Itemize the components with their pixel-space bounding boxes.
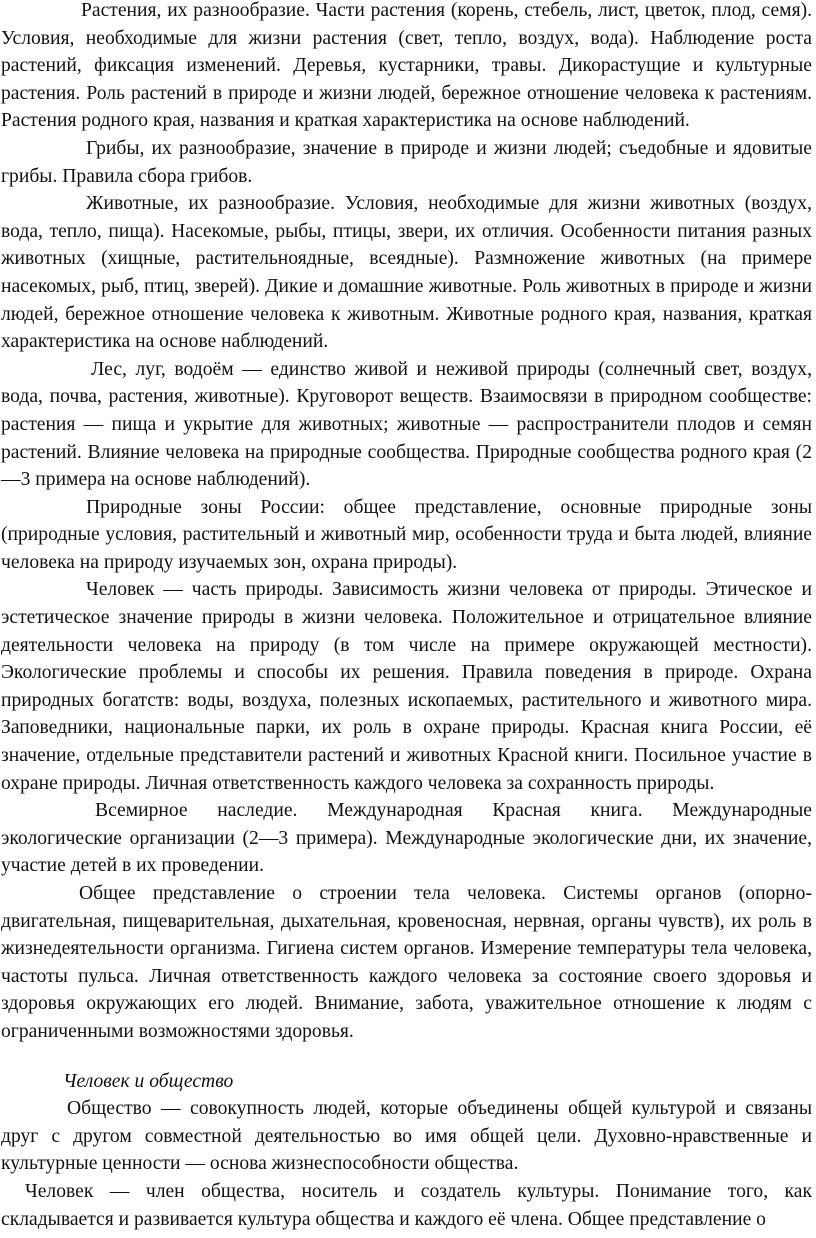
paragraph-fungi: Грибы, их разнообразие, значение в природе и жизни людей; съедобные и ядовитые грибы. Правила сбора грибов. bbox=[1, 137, 812, 187]
paragraph-society: Общество — совокупность людей, которые объединены общей культурой и связаны друг с другом совместной деятельностью во имя общей цели. Духовно-нравственные и культурные ценности — основа жизнеспособности общества. bbox=[1, 1098, 812, 1175]
paragraph-world-heritage: Всемирное наследие. Международная Красная книга. Международные экологические организации (2—3 примера). Международные экологические дни, их значение, участие детей в их проведении. bbox=[1, 800, 812, 877]
paragraph-natural-communities: Лес, луг, водоём — единство живой и неживой природы (солнечный свет, воздух, вода, почва, растения, животные). Круговорот веществ. Взаимосвязи в природном сообществе: растения — пища и укрытие для животных; животные — распространители плодов и семян растений. Влияние человека на природные сообщества. Природные сообщества родного края (2—3 примера на основе наблюдений). bbox=[1, 358, 812, 491]
paragraph-human-body: Общее представление о строении тела человека. Системы органов (опорно-двигательная, пищеварительная, дыхательная, кровеносная, нервная, органы чувств), их роль в жизнедеятельности организма. Гигиена систем органов. Измерение температуры тела человека, частоты пульса. Личная ответственность каждого человека за состояние своего здоровья и здоровья окружающих его людей. Внимание, забота, уважительное отношение к людям с ограниченными возможностями здоровья. bbox=[1, 883, 812, 1042]
paragraph-natural-zones: Природные зоны России: общее представление, основные природные зоны (природные условия, растительный и животный мир, особенности труда и быта людей, влияние человека на природу изучаемых зон, охрана природы). bbox=[1, 496, 812, 573]
paragraph-plants: Растения, их разнообразие. Части растения (корень, стебель, лист, цветок, плод, семя). Условия, необходимые для жизни растения (свет, тепло, воздух, вода). Наблюдение роста растений, фиксация изменений. Деревья, кустарники, травы. Дикорастущие и культурные растения. Роль растений в природе и жизни людей, бережное отношение человека к растениям. Растения родного края, названия и краткая характеристика на основе наблюдений. bbox=[1, 0, 812, 132]
paragraph-person-member-of-society: Человек — член общества, носитель и создатель культуры. Понимание того, как складывается и развивается культура общества и каждого её члена. Общее представление о bbox=[1, 1180, 812, 1230]
paragraph-human-and-nature: Человек — часть природы. Зависимость жизни человека от природы. Этическое и эстетическое значение природы в жизни человека. Положительное и отрицательное влияние деятельности человека на природу (в том числе на примере окружающей местности). Экологические проблемы и способы их решения. Правила поведения в природе. Охрана природных богатств: воды, воздуха, полезных ископаемых, растительного и животного мира. Заповедники, национальные парки, их роль в охране природы. Красная книга России, её значение, отдельные представители растений и животных Красной книги. Посильное участие в охране природы. Личная ответственность каждого человека за сохранность природы. bbox=[1, 579, 812, 794]
paragraph-animals: Животные, их разнообразие. Условия, необходимые для жизни животных (воздух, вода, тепло, пища). Насекомые, рыбы, птицы, звери, их отличия. Особенности питания разных животных (хищные, растительноядные, всеядные). Размножение животных (на примере насекомых, рыб, птиц, зверей). Дикие и домашние животные. Роль животных в природе и жизни людей, бережное отношение человека к животным. Животные родного края, названия, краткая характеристика на основе наблюдений. bbox=[1, 193, 812, 353]
section-heading: Человек и общество bbox=[63, 1070, 234, 1092]
